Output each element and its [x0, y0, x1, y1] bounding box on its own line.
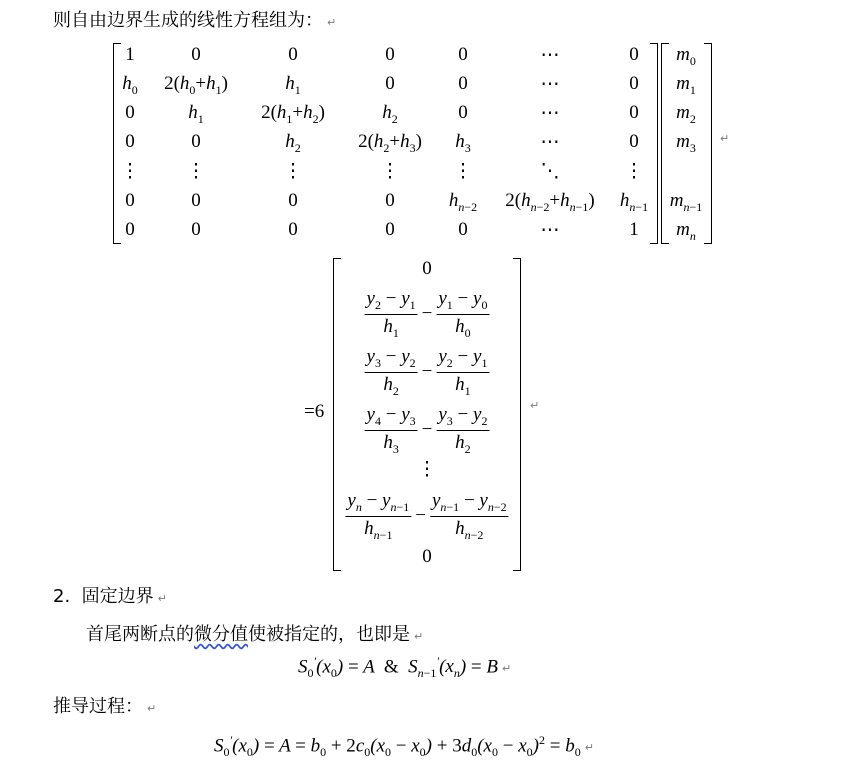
a-r7c6: ⋯ [540, 220, 560, 241]
rhs-1: $\frac{y_2 - y_1}{h_1}$ − $\frac{y_1 - y_0}{h_0}$ [366, 288, 488, 340]
a-r2c3: $h_1$ [285, 73, 301, 97]
a-r1c4: 0 [385, 44, 395, 65]
a-r5c7: ⋮ [624, 161, 644, 182]
a-r2c5: 0 [458, 73, 468, 94]
a-r4c6: ⋯ [540, 132, 560, 153]
m-3: $m_3$ [676, 131, 696, 155]
a-r4c7: 0 [629, 131, 639, 152]
m-left-bracket [661, 43, 669, 244]
section2-description: 首尾两断点的微分值使被指定的，也即是 ↵ [86, 624, 424, 645]
a-r6c3: 0 [288, 190, 298, 211]
a-r7c1: 0 [125, 219, 135, 240]
a-r3c5: 0 [458, 102, 468, 123]
rhs-last: 0 [422, 546, 432, 567]
a-r2c4: 0 [385, 73, 395, 94]
spellcheck-underlined-term: 微分值 [194, 624, 248, 645]
m-2: $m_2$ [676, 102, 696, 126]
return-mark: ↵ [530, 399, 540, 412]
a-r5c2: ⋮ [186, 161, 206, 182]
a-r7c3: 0 [288, 219, 298, 240]
rhs-ellipsis: ⋮ [417, 459, 437, 480]
a-r1c3: 0 [288, 44, 298, 65]
a-r4c3: $h_2$ [285, 131, 301, 155]
m-n-minus-1: $m_{n-1}$ [669, 190, 703, 214]
m-right-bracket [704, 43, 712, 244]
a-r2c2: $2(h_0+h_1)$ [164, 73, 228, 97]
a-r6c1: 0 [125, 190, 135, 211]
a-r1c6: ⋯ [540, 45, 560, 66]
a-r6c2: 0 [191, 190, 201, 211]
a-r5c1: ⋮ [120, 161, 140, 182]
a-r3c7: 0 [629, 102, 639, 123]
derivation-heading: 推导过程： ↵ [53, 696, 157, 717]
a-r3c1: 0 [125, 102, 135, 123]
rhs-factor: =6 [304, 401, 325, 422]
fixed-boundary-equation: $S_0'(x_0) = A$ & $S_{n-1}'(x_n) = B$ ↵ [298, 654, 512, 681]
a-r7c2: 0 [191, 219, 201, 240]
a-r3c4: $h_2$ [382, 102, 398, 126]
a-r7c7: 1 [629, 219, 639, 240]
rhs-right-bracket [513, 258, 521, 571]
return-mark: ↵ [720, 132, 730, 145]
a-r7c4: 0 [385, 219, 395, 240]
a-r4c5: $h_3$ [455, 131, 471, 155]
heading-free-boundary: 则自由边界生成的线性方程组为： ↵ [53, 10, 337, 31]
a-r3c3: $2(h_1+h_2)$ [261, 102, 325, 126]
matrix-left-bracket [113, 43, 121, 244]
a-r1c7: 0 [629, 44, 639, 65]
a-r2c6: ⋯ [540, 74, 560, 95]
rhs-2: $\frac{y_3 - y_2}{h_2}$ − $\frac{y_2 - y_1}{h_1}$ [366, 346, 488, 398]
a-r6c4: 0 [385, 190, 395, 211]
a-r4c2: 0 [191, 131, 201, 152]
a-r5c4: ⋮ [380, 161, 400, 182]
rhs-3: $\frac{y_4 - y_3}{h_3}$ − $\frac{y_3 - y_2}{h_2}$ [366, 404, 488, 456]
a-r1c5: 0 [458, 44, 468, 65]
a-r4c1: 0 [125, 131, 135, 152]
a-r2c1: $h_0$ [122, 73, 138, 97]
a-r3c6: ⋯ [540, 103, 560, 124]
rhs-0: 0 [422, 258, 432, 279]
a-r1c1: 1 [125, 44, 135, 65]
matrix-right-bracket [650, 43, 658, 244]
a-r2c7: 0 [629, 73, 639, 94]
m-0: $m_0$ [676, 44, 696, 68]
a-r6c7: $h_{n-1}$ [619, 190, 649, 214]
a-r1c2: 0 [191, 44, 201, 65]
a-r3c2: $h_1$ [188, 102, 204, 126]
a-r4c4: $2(h_2+h_3)$ [358, 131, 422, 155]
rhs-n-minus-1: $\frac{y_n - y_{n-1}}{h_{n-1}}$ − $\frac{y_{n-1} - y_{n-2}}{h_{n-2}}$ [347, 490, 507, 542]
m-n: $m_n$ [676, 219, 696, 243]
section2-heading: 2. 固定边界 ↵ [53, 586, 167, 607]
a-r5c5: ⋮ [453, 161, 473, 182]
a-r5c6: ⋱ [540, 161, 560, 182]
m-1: $m_1$ [676, 73, 696, 97]
a-r6c6: $2(h_{n-2}+h_{n-1})$ [505, 190, 595, 214]
rhs-left-bracket [333, 258, 341, 571]
derivation-equation: $S_0'(x_0) = A = b_0 + 2c_0(x_0 - x_0) + 3d_0(x_0 - x_0)^2 = b_0$ ↵ [214, 733, 594, 760]
a-r6c5: $h_{n-2}$ [448, 190, 478, 214]
a-r7c5: 0 [458, 219, 468, 240]
a-r5c3: ⋮ [283, 161, 303, 182]
